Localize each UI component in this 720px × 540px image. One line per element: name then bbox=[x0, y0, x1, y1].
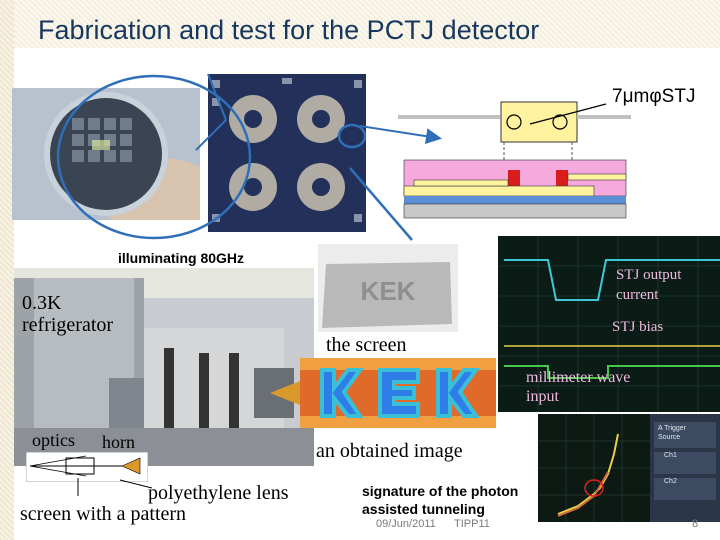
screen-with-pattern-label: screen with a pattern bbox=[20, 503, 187, 525]
footer-conference: TIPP11 bbox=[454, 518, 490, 530]
slide-title: Fabrication and test for the PCTJ detector bbox=[38, 15, 540, 45]
the-screen-label: the screen bbox=[326, 334, 407, 356]
lens-pointer-lines bbox=[60, 470, 160, 500]
kek-embossed-text: KEK bbox=[360, 276, 416, 306]
mm-wave-input-label: millimeter wave input bbox=[526, 369, 631, 405]
polyethylene-lens-label: polyethylene lens bbox=[148, 482, 289, 504]
optics-label: optics bbox=[32, 430, 75, 450]
illuminating-label: illuminating 80GHz bbox=[118, 250, 245, 266]
obtained-image-label: an obtained image bbox=[316, 440, 463, 462]
refrigerator-label: 0.3K refrigerator bbox=[22, 292, 114, 336]
kek-screen-illustration bbox=[318, 244, 458, 332]
iv-curve-plot bbox=[538, 414, 720, 522]
zoom-circle-chip bbox=[339, 125, 365, 147]
scope-ch1-label: Ch1 bbox=[664, 452, 677, 459]
stj-bias-label: STJ bias bbox=[612, 319, 664, 335]
scope-ch2-label: Ch2 bbox=[664, 478, 677, 485]
footer-date: 09/Jun/2011 bbox=[376, 518, 436, 530]
stj-size-label: 7μmφSTJ bbox=[612, 86, 696, 107]
stj-output-current-label: STJ output current bbox=[616, 267, 682, 303]
horn-label: horn bbox=[102, 432, 135, 452]
obtained-image-heatmap bbox=[300, 358, 496, 428]
scope-trigger-label: A Trigger Source bbox=[658, 425, 687, 441]
zoom-circle-wafer bbox=[58, 76, 250, 238]
iv-curve-scope bbox=[538, 414, 720, 522]
heatmap-illustration bbox=[300, 358, 496, 428]
signature-label: signature of the photon assisted tunneling bbox=[362, 483, 519, 517]
kek-screen-photo bbox=[318, 244, 458, 332]
footer-page-number: 8 bbox=[692, 518, 699, 530]
